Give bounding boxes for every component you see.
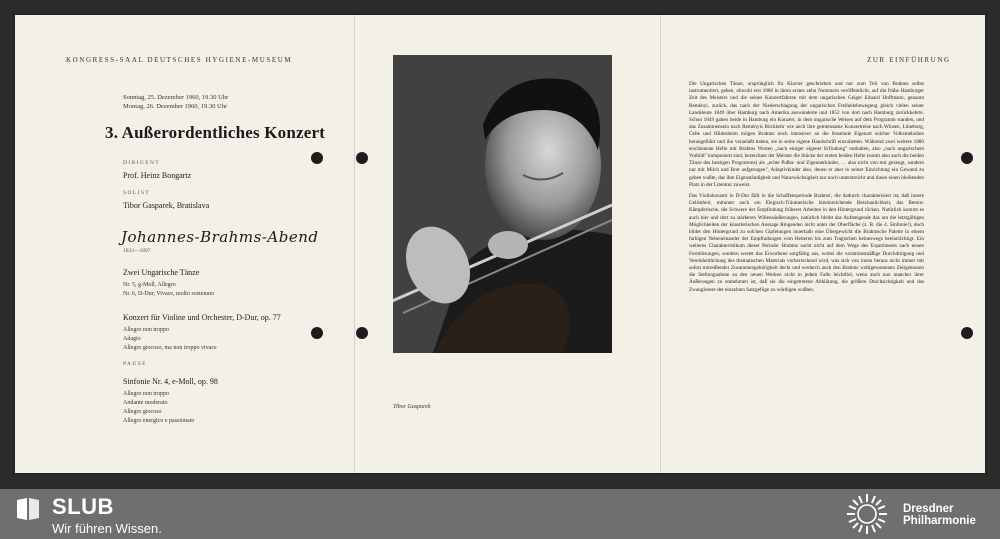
date-line-2: Montag, 26. Dezember 1960, 19.30 Uhr	[123, 103, 228, 110]
composer-years: 1833—1897	[123, 248, 151, 254]
footer-bar	[0, 489, 1000, 539]
evening-title: Johannes-Brahms-Abend	[121, 228, 319, 246]
philharmonie-name	[903, 503, 976, 527]
work-title: Sinfonie Nr. 4, e-Moll, op. 98	[123, 377, 218, 386]
program-column	[105, 93, 353, 426]
slub-book-icon	[15, 496, 41, 522]
philharmonie-line-2: Philharmonie	[903, 515, 976, 527]
work-movements	[123, 326, 353, 353]
movement-line: Allegro giocoso	[123, 409, 162, 415]
date-line-1: Sonntag, 25. Dezember 1960, 19.30 Uhr	[123, 94, 229, 101]
introduction-text	[689, 81, 924, 298]
soloist-name: Tibor Gasparek, Bratislava	[123, 201, 210, 210]
work-movements	[123, 281, 353, 299]
philharmonie-sunburst-icon	[840, 491, 894, 537]
movement-line: Allegro energico e passionato	[123, 418, 195, 424]
work-title: Konzert für Violine und Orchester, D-Dur, op. 77	[123, 313, 281, 322]
movement-line: Allegro non troppo	[123, 391, 169, 397]
violinist-illustration	[393, 55, 612, 353]
fold-line-left	[354, 15, 355, 473]
photo-caption: Tibor Gasparek	[393, 404, 431, 410]
slub-tagline: Wir führen Wissen.	[52, 521, 162, 536]
movement-line: Adagio	[123, 336, 141, 342]
intro-paragraph: Die Ungarischen Tänze, ursprünglich für Klavier geschrieben und nur zum Teil von Brahms selbst instrumentiert, gehen, obwohl erst 1868 in ihren ersten zehn Nummern veröffentlicht, auf die frühe Hamburger Zeit des Meisters und die seines Konzertfahrten mit dem ungarischen Geiger Eduard Hoffmann, genannt Reményi, zurück, das nach der Niederschlagung der ungarischen Freiheitsbewegung gleich vielen seiner Landsleute 1849 über Hamburg nach Amerika auswanderte und 1852 von dort nach Hamburg zurückkehrte. Schon 1849 gaben beide in Hamburg ein Konzert, in dem ungarische Weisen auf dem Programm standen, und das Zusammensein nach Reményis Rückkehr wie auch ihre gemeinsame Konzertreise nach Winsen, Lüneburg, Celle und Hildesheim mögen Brahms noch intensiver an die fesselnde Eigenart solcher Volksmelodien herangeführt und ihn veranlaßt haben, sie in seine eigene Handschrift einzubetten. Während zwei weitere 1880 erschienene Hefte mit Brahms Worten „nach einiger eigener Erfindung" enthalten, also „nach ungarischem Vorbild" komponiert sind, bezeichnet der Meister die Stücke der ersten beiden Hefte (somit also auch die beiden Tänze des heutigen Programms) als „echte Pußta- und Zigeunerkinder, … also nicht von mir gezeugt, sondern nur mit Milch und Brot aufgezogen", Adoptivkinder also, denen er aber in seiner Einrichtung ein Gewand zu geben wußte, das ihre Eigenständigkeit und Naturwüchsigkeit nur noch unterstreicht und ihnen einen bleibenden Platz in der Literatur zuweist.	[689, 81, 924, 188]
intro-paragraph: Das Violinkonzert in D-Dur fällt in die Schaffensperiode Brahms', die dadurch charakterisiert ist, daß innere Gelöstheit, mitunter auch ein Elegisch-Träumerische hineinreichende Beschaulichkeit, das Betont-Kämpferische, die Schwere der Empfindung früherer Arbeiten in den Hintergrund rücken. Natürlich kommt es auch hier und dort zu stärkeren Willensäußerungen, natürlich bleibt das Aufsteigende das um die letztgültigen Möglichkeiten der künstlerischen Aussage Ringenden nicht unter der Oberfläche (z. B. die 4. Sinfonie!), doch bildet den Hintergrund zu solchen Gipfelungen innerhalb eine Übergewicht die Brahmsche Palette in einem farbigen Nebeneinander der Empfindungen vom Heiteren bis zum Tragischen keineswegs beeinträchtigt. Ein weiteres Charakteristikum dieser Periode: Brahms sucht nicht auf dem Wege des Experiments nach neuen Formlösungen, sondern wertet das Erworbene sorgfältig aus, wobei die variationsmäßige Durchdringung und Vereinheitlichung des thematischen Materials vorherrschend wird, was sich von innen heraus nicht immer mit sofort mitreißender Zusammengehörigkeit deckt und wodurch auch den Brahms wohlgesonnenen Zeitgenossen die Stellungnahme zu den neuen Werken nicht in jedem Falle leichtfiel, wenn auch nun mancher ihrer Äußerungen zu entnehmen ist, daß sie die eingetretene Abklärung, die größere Durchsichtigkeit und das Zwanglosere der einzelnen Satzgefüge zu würdigen wußten.	[689, 193, 924, 293]
fold-line-right	[660, 15, 661, 473]
program-sheet	[15, 15, 985, 473]
soloist-label: SOLIST	[123, 190, 151, 196]
movement-line: Allegro giocoso, ma non troppo vivace	[123, 345, 217, 351]
work-title: Zwei Ungarische Tänze	[123, 268, 200, 277]
philharmonie-line-1: Dresdner	[903, 503, 954, 515]
movement-line: Allegro non troppo	[123, 327, 169, 333]
venue-header: KONGRESS-SAAL DEUTSCHES HYGIENE-MUSEUM	[66, 56, 293, 64]
punch-hole	[961, 152, 973, 164]
conductor-name: Prof. Heinz Bongartz	[123, 171, 192, 180]
intro-header: ZUR EINFÜHRUNG	[867, 56, 951, 64]
movement-line: Andante moderato	[123, 400, 168, 406]
work-movements	[123, 390, 353, 426]
movement-line: Nr. 6, D-Dur, Vivace, molto sostenuto	[123, 291, 215, 297]
violinist-photo	[393, 55, 612, 353]
punch-hole	[356, 152, 368, 164]
punch-hole	[961, 327, 973, 339]
pause-label: PAUSE	[123, 361, 147, 367]
conductor-label: DIRIGENT	[123, 160, 161, 166]
movement-line: Nr. 5, g-Moll, Allegro	[123, 282, 176, 288]
concert-title: 3. Außerordentliches Konzert	[105, 123, 326, 142]
slub-brand: SLUB	[52, 494, 114, 519]
punch-hole	[356, 327, 368, 339]
